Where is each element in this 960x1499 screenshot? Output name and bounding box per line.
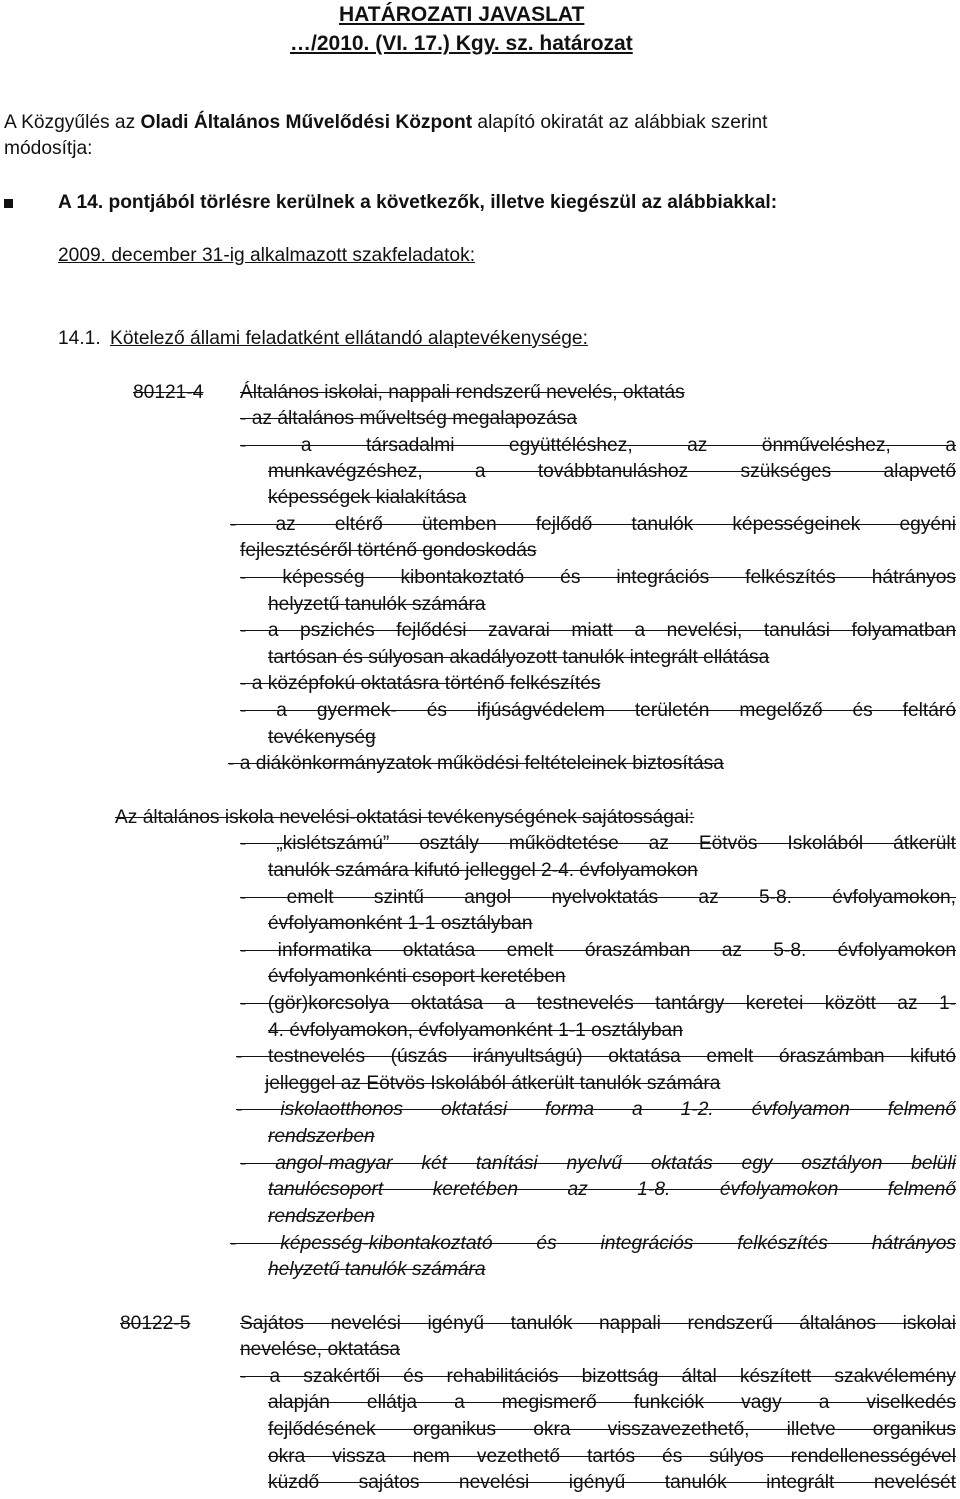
list-item: - testnevelés (úszás irányultságú) oktatása emelt óraszámban kifutó bbox=[236, 1046, 956, 1067]
document-title: HATÁROZATI JAVASLAT bbox=[339, 3, 585, 26]
institution-name: Oladi Általános Művelődési Központ bbox=[140, 112, 473, 133]
list-item: - iskolaotthonos oktatási forma a 1-2. évfolyamon felmenő bbox=[236, 1099, 956, 1120]
subsection-heading bbox=[58, 328, 588, 350]
list-item: - a szakértői és rehabilitációs bizottság által készített szakvélemény bbox=[240, 1366, 956, 1387]
code-80122-5: 80122-5 bbox=[120, 1313, 191, 1334]
list-item: fejlődésének organikus okra visszavezethető, illetve organikus bbox=[268, 1419, 956, 1440]
list-item: - a pszichés fejlődési zavarai miatt a nevelési, tanulási folyamatban bbox=[240, 620, 956, 641]
code-80122-5-label: Sajátos nevelési igényű tanulók nappali rendszerű általános iskolai bbox=[240, 1313, 956, 1334]
code-80121-4: 80121-4 bbox=[133, 382, 204, 403]
list-item: - „kislétszámú” osztály működtetése az Eötvös Iskolából átkerült bbox=[240, 833, 956, 854]
list-item: - képesség kibontakoztató és integrációs felkészítés hátrányos bbox=[240, 567, 956, 588]
list-item: tanulók számára kifutó jelleggel 2-4. évfolyamokon bbox=[268, 860, 698, 881]
list-item: - a gyermek- és ifjúságvédelem területén megelőző és feltáró bbox=[240, 700, 956, 721]
list-item: jelleggel az Eötvös Iskolából átkerült tanulók számára bbox=[265, 1073, 721, 1094]
list-item: küzdő sajátos nevelési igényű tanulók integrált nevelését bbox=[268, 1472, 956, 1493]
list-item: évfolyamonkénti csoport keretében bbox=[268, 966, 566, 987]
intro-line-2: módosítja: bbox=[4, 138, 93, 159]
list-item: - az eltérő ütemben fejlődő tanulók képességeinek egyéni bbox=[230, 514, 956, 535]
code-80122-5-label-cont: nevelése, oktatása bbox=[240, 1339, 401, 1360]
list-item: tanulócsoport keretében az 1-8. évfolyamokon felmenő bbox=[268, 1179, 956, 1200]
intro-pre: A Közgyűlés az bbox=[4, 112, 141, 133]
list-item: - informatika oktatása emelt óraszámban az 5-8. évfolyamokon bbox=[240, 940, 956, 961]
subsection-number: 14.1. bbox=[58, 328, 101, 349]
list-item: 4. évfolyamokon, évfolyamonként 1-1 osztályban bbox=[268, 1020, 683, 1041]
section-heading: A 14. pontjából törlésre kerülnek a következők, illetve kiegészül az alábbiakkal: bbox=[58, 192, 778, 213]
list-item: fejlesztéséről történő gondoskodás bbox=[240, 540, 537, 561]
resolution-number: …/2010. (VI. 17.) Kgy. sz. határozat bbox=[290, 32, 633, 55]
square-bullet-icon bbox=[4, 199, 13, 208]
list-item: rendszerben bbox=[268, 1206, 375, 1227]
list-item: évfolyamonként 1-1 osztályban bbox=[268, 913, 533, 934]
list-item: rendszerben bbox=[268, 1126, 375, 1147]
specialties-heading: Az általános iskola nevelési-oktatási tevékenységének sajátosságai: bbox=[115, 807, 695, 828]
list-item: tevékenység bbox=[268, 727, 376, 748]
list-item: - a diákönkormányzatok működési feltételeinek biztosítása bbox=[228, 753, 724, 774]
subsection-title: Kötelező állami feladatként ellátandó alaptevékenysége: bbox=[110, 328, 588, 349]
intro-line bbox=[4, 112, 768, 134]
list-item: helyzetű tanulók számára bbox=[268, 594, 486, 615]
list-item: - angol-magyar két tanítási nyelvű oktatás egy osztályon belüli bbox=[240, 1153, 956, 1174]
list-item: helyzetű tanulók számára bbox=[268, 1259, 486, 1280]
intro-post: alapító okiratát az alábbiak szerint bbox=[472, 112, 768, 133]
list-item: - az általános műveltség megalapozása bbox=[240, 408, 578, 429]
list-item: okra vissza nem vezethető tartós és súlyos rendellenességével bbox=[268, 1446, 956, 1467]
list-item: munkavégzéshez, a továbbtanuláshoz szükséges alapvető bbox=[268, 461, 956, 482]
list-item: képességek kialakítása bbox=[268, 487, 467, 508]
list-item: tartósan és súlyosan akadályozott tanulók integrált ellátása bbox=[268, 647, 770, 668]
list-item: - a középfokú oktatásra történő felkészítés bbox=[240, 673, 601, 694]
list-item: - (gör)korcsolya oktatása a testnevelés tantárgy keretei között az 1- bbox=[240, 993, 956, 1014]
list-item: - emelt szintű angol nyelvoktatás az 5-8. évfolyamokon, bbox=[240, 887, 956, 908]
code-80121-4-label: Általános iskolai, nappali rendszerű nevelés, oktatás bbox=[240, 382, 685, 403]
list-item: alapján ellátja a megismerő funkciók vagy a viselkedés bbox=[268, 1392, 956, 1413]
deleted-heading: 2009. december 31-ig alkalmazott szakfeladatok: bbox=[58, 245, 476, 266]
list-item: - a társadalmi együttéléshez, az önműveléshez, a bbox=[240, 435, 956, 456]
list-item: - képesség-kibontakoztató és integrációs felkészítés hátrányos bbox=[230, 1233, 956, 1254]
